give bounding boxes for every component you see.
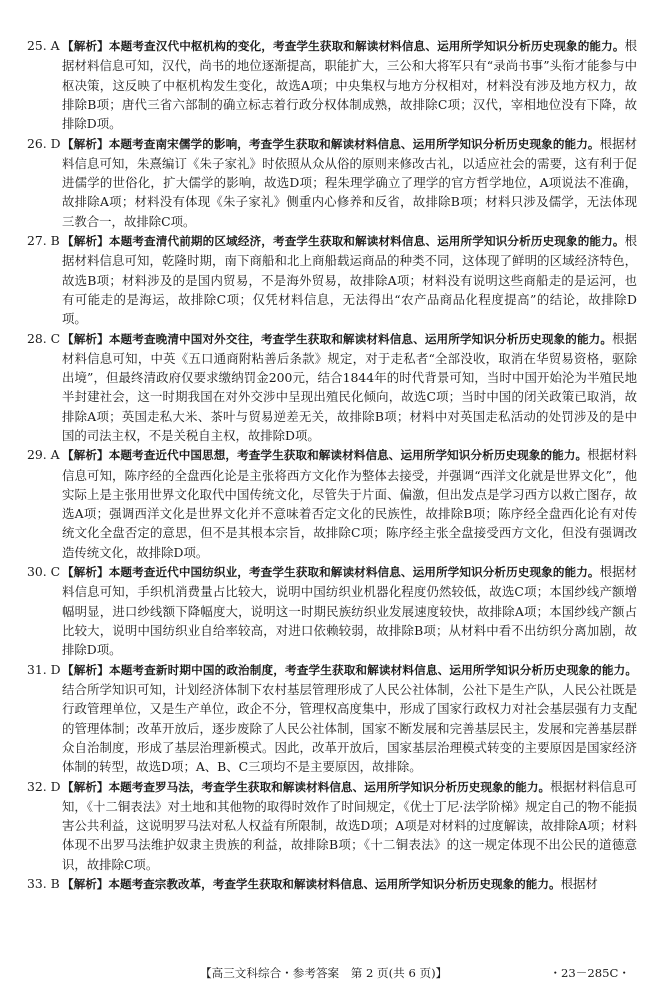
analysis-tag: 【解析】 [62,331,109,346]
answer-explanation [62,134,637,231]
footer-code: ・23－285C・ [549,966,630,980]
answer-explanation [62,777,637,874]
question-focus: 本题考查近代中国纺织业，考查学生获取和解读材料信息、运用所学知识分析历史现象的能力。 [108,565,600,580]
answer-explanation [62,445,637,562]
page-footer [0,963,652,983]
analysis-text: 根据材料信息可知，乾隆时期，南下商船和北上商船载运商品的种类不同，这体现了鲜明的区域经济特色，故选B项；材料涉及的是国内贸易，不是海外贸易，故排除A项；材料没有说明这些商船走的是运河，也有可能走的是海运，故排除C项；仅凭材料信息，无法得出“农产品商品化程度提高”的结论，故排除D项。 [62,233,637,327]
answer-number: 28. C [27,330,61,346]
answer-explanation [62,231,637,328]
answer-item [27,445,637,562]
answer-item [27,231,637,328]
analysis-tag: 【解析】 [62,877,109,892]
question-focus: 本题考查新时期中国的政治制度，考查学生获取和解读材料信息、运用所学知识分析历史现象的能力。 [108,662,637,677]
question-focus: 本题考查宗教改革，考查学生获取和解读材料信息、运用所学知识分析历史现象的能力。 [108,877,561,892]
analysis-text: 结合所学知识可知，计划经济体制下农村基层管理形成了人民公社体制，公社下是生产队，人民公社既是行政管理单位，又是生产单位，政企不分，管理权高度集中，形成了国家行政权力对社会基层强有力支配的管理体制；改革开放后，逐步废除了人民公社体制，国家不断发展和完善基层民主，发展和完善基层群众自治制度，形成了基层治理新模式。因此，改革开放后，国家基层治理模式转变的主要原因是国家经济体制的转型，故选D项；A、B、C三项均不是主要原因，故排除。 [62,682,637,775]
question-focus: 本题考查罗马法，考查学生获取和解读材料信息、运用所学知识分析历史现象的能力。 [108,779,551,794]
answer-number: 33. B [27,876,60,892]
analysis-tag: 【解析】 [62,662,109,677]
analysis-tag: 【解析】 [62,234,109,249]
answer-explanation [62,660,637,777]
answer-number: 31. D [27,661,61,677]
answer-item [27,134,637,231]
analysis-text: 根据材料信息可知，汉代，尚书的地位逐渐提高，职能扩大，三公和大将军只有“录尚书事”头衔才能参与中枢决策，这反映了中枢机构发生变化，故选A项；中央集权与地方分权相对，材料没有涉及地方权力，故排除B项；唐代三省六部制的确立标志着行政分权体制成熟，故排除C项；汉代，宰相地位没有下降，故排除D项。 [62,38,637,131]
answer-explanation [62,874,637,894]
answer-item [27,562,637,659]
question-focus: 本题考查清代前期的区域经济，考查学生获取和解读材料信息、运用所学知识分析历史现象的能力。 [108,234,625,249]
analysis-tag: 【解析】 [62,779,109,794]
answer-list [27,36,637,894]
footer-page-info: 【高三文科综合・参考答案 第 2 页(共 6 页)】 [200,966,448,980]
answer-item [27,36,637,133]
answer-number: 32. D [27,778,61,794]
question-focus: 本题考查晚清中国对外交往，考查学生获取和解读材料信息、运用所学知识分析历史现象的能力。 [108,331,613,346]
answer-number: 25. A [27,38,60,53]
analysis-tag: 【解析】 [62,39,109,53]
analysis-text: 根据材料信息可知，中英《五口通商附粘善后条款》规定，对于走私者“全部没收，取消在华贸易资格，驱除出境”，但最终清政府仅要求缴纳罚金200元，结合1844年的时代背景可知，当时中国开始沦为半殖民地半封建社会，这一时期我国在对外交涉中呈现出殖民化倾向，故选C项；当时中国的闭关政策已取消，故排除A项；英国走私大米、茶叶与贸易逆差无关，故排除B项；材料中对英国走私活动的处罚涉及的是中国的司法主权，不是关税自主权，故排除D项。 [62,330,637,443]
analysis-tag: 【解析】 [62,565,109,580]
analysis-text: 根据材料信息可知，陈序经的全盘西化论是主张将西方文化作为整体去接受，并强调“西洋文化就是世界文化”，他实际上是主张用世界文化取代中国传统文化，尽管失于片面、偏激，但出发点是学习西方以救亡图存，故选A项；强调西洋文化是世界文化并不意味着否定文化的民族性，故排除B项；陈序经全盘西化论有对传统文化全盘否定的意思，但不是其根本宗旨，故排除C项；陈序经主张全盘接受西方文化，但没有强调改造传统文化，故排除D项。 [62,447,637,560]
question-focus: 本题考查南宋儒学的影响，考查学生获取和解读材料信息、运用所学知识分析历史现象的能力。 [108,136,600,151]
answer-item [27,874,637,894]
analysis-tag: 【解析】 [62,136,109,151]
answer-explanation [62,36,637,133]
analysis-tag: 【解析】 [62,448,109,463]
answer-number: 30. C [27,564,61,580]
answer-number: 29. A [27,447,60,463]
answer-item [27,660,637,777]
answer-item [27,777,637,874]
question-focus: 本题考查汉代中枢机构的变化，考查学生获取和解读材料信息、运用所学知识分析历史现象的能力。 [108,39,625,53]
question-focus: 本题考查近代中国思想，考查学生获取和解读材料信息、运用所学知识分析历史现象的能力。 [108,448,588,463]
analysis-text: 根据材料信息可知，《十二铜表法》对土地和其他物的取得时效作了时间规定，《优士丁尼·法学阶梯》规定自己的物不能损害公共利益，这说明罗马法对私人权益有所限制，故选D项；A项是对材料的过度解读，故排除A项；材料体现不出罗马法维护奴隶主贵族的利益，故排除B项；《十二铜表法》的这一规定体现不出公民的道德意识，故排除C项。 [62,778,637,872]
answer-explanation [62,562,637,659]
answer-number: 27. B [27,233,60,249]
analysis-text: 根据材料信息可知，朱熹编订《朱子家礼》时依照从众从俗的原则来修改古礼，以适应社会的需要，这有利于促进儒学的世俗化，扩大儒学的影响，故选D项；程朱理学确立了理学的官方哲学地位，A项说法不准确，故排除A项；材料没有体现《朱子家礼》侧重内心修养和反省，故排除B项；材料只涉及儒学，无法体现三教合一，故排除C项。 [62,135,637,229]
analysis-text: 根据材料信息可知，手织机消费量占比较大，说明中国纺织业机器化程度仍然较低，故选C项；本国纱线产额增幅明显，进口纱线额下降幅度大，说明这一时期民族纺织业发展速度较快，故排除A项；本国纱线产额占比较大，说明中国纺织业自给率较高，对进口依赖较弱，故排除B项；从材料中看不出纺织分离加剧，故排除D项。 [62,564,637,658]
analysis-text: 根据材 [560,876,598,892]
answer-explanation [62,329,637,446]
answer-number: 26. D [27,135,61,151]
answer-item [27,329,637,446]
